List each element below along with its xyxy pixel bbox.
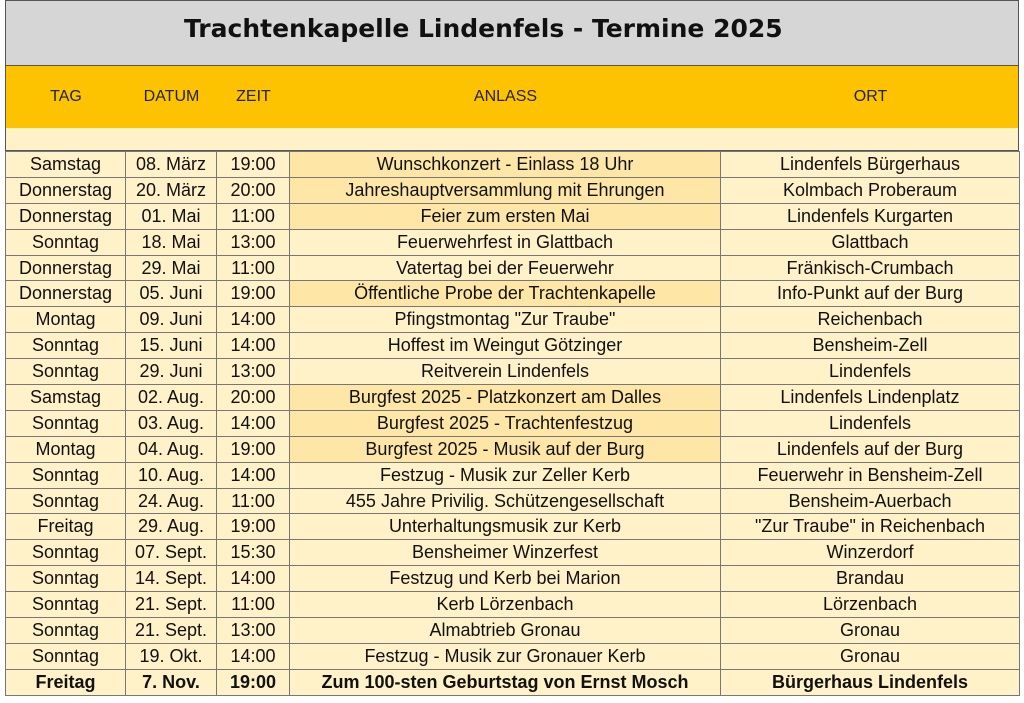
table-row [6, 436, 1020, 462]
cell-datum: 15. Juni [126, 333, 217, 359]
table-row [6, 307, 1020, 333]
cell-tag: Sonntag [6, 540, 126, 566]
cell-ort: Feuerwehr in Bensheim-Zell [721, 462, 1020, 488]
cell-datum: 21. Sept. [126, 618, 217, 644]
cell-datum: 19. Okt. [126, 643, 217, 669]
cell-ort: Lindenfels Bürgerhaus [721, 152, 1020, 178]
cell-zeit: 19:00 [217, 669, 290, 695]
cell-tag: Freitag [6, 514, 126, 540]
cell-anlass: Jahreshauptversammlung mit Ehrungen [290, 177, 721, 203]
cell-anlass: Bensheimer Winzerfest [290, 540, 721, 566]
cell-ort: Gronau [721, 643, 1020, 669]
table-row [6, 566, 1020, 592]
cell-ort: "Zur Traube" in Reichenbach [721, 514, 1020, 540]
cell-anlass: Festzug und Kerb bei Marion [290, 566, 721, 592]
cell-zeit: 14:00 [217, 462, 290, 488]
cell-ort: Lindenfels auf der Burg [721, 436, 1020, 462]
table-row [6, 592, 1020, 618]
cell-anlass: Hoffest im Weingut Götzinger [290, 333, 721, 359]
cell-anlass: Zum 100-sten Geburtstag von Ernst Mosch [290, 669, 721, 695]
cell-zeit: 11:00 [217, 255, 290, 281]
cell-zeit: 14:00 [217, 566, 290, 592]
cell-datum: 20. März [126, 177, 217, 203]
cell-zeit: 11:00 [217, 203, 290, 229]
cell-ort: Glattbach [721, 229, 1020, 255]
cell-zeit: 13:00 [217, 229, 290, 255]
cell-datum: 09. Juni [126, 307, 217, 333]
spacer-row [5, 128, 1019, 151]
cell-ort: Gronau [721, 618, 1020, 644]
cell-anlass: Öffentliche Probe der Trachtenkapelle [290, 281, 721, 307]
table-row [6, 669, 1020, 695]
cell-zeit: 13:00 [217, 359, 290, 385]
header-anlass: ANLASS [473, 88, 538, 105]
cell-datum: 05. Juni [126, 281, 217, 307]
cell-tag: Sonntag [6, 462, 126, 488]
cell-tag: Donnerstag [6, 203, 126, 229]
cell-anlass: Festzug - Musik zur Zeller Kerb [290, 462, 721, 488]
cell-tag: Sonntag [6, 566, 126, 592]
cell-zeit: 19:00 [217, 281, 290, 307]
cell-datum: 14. Sept. [126, 566, 217, 592]
cell-ort: Lindenfels Kurgarten [721, 203, 1020, 229]
cell-anlass: Feier zum ersten Mai [290, 203, 721, 229]
cell-datum: 18. Mai [126, 229, 217, 255]
schedule-sheet [5, 0, 1019, 700]
cell-anlass: Vatertag bei der Feuerwehr [290, 255, 721, 281]
cell-datum: 7. Nov. [126, 669, 217, 695]
cell-anlass: Reitverein Lindenfels [290, 359, 721, 385]
cell-anlass: Festzug - Musik zur Gronauer Kerb [290, 643, 721, 669]
cell-ort: Bensheim-Zell [721, 333, 1020, 359]
cell-tag: Samstag [6, 152, 126, 178]
table-row [6, 514, 1020, 540]
cell-zeit: 14:00 [217, 307, 290, 333]
events-table [5, 151, 1020, 696]
cell-ort: Bürgerhaus Lindenfels [721, 669, 1020, 695]
page-title: Trachtenkapelle Lindenfels - Termine 2025 [184, 14, 783, 43]
title-bar [5, 0, 1019, 67]
cell-tag: Samstag [6, 385, 126, 411]
cell-zeit: 14:00 [217, 410, 290, 436]
table-row [6, 255, 1020, 281]
cell-tag: Sonntag [6, 333, 126, 359]
header-tag: TAG [50, 88, 82, 105]
header-datum: DATUM [143, 88, 200, 105]
table-row [6, 410, 1020, 436]
cell-ort: Brandau [721, 566, 1020, 592]
cell-tag: Sonntag [6, 488, 126, 514]
table-row [6, 281, 1020, 307]
cell-datum: 21. Sept. [126, 592, 217, 618]
cell-ort: Fränkisch-Crumbach [721, 255, 1020, 281]
cell-zeit: 20:00 [217, 385, 290, 411]
cell-datum: 07. Sept. [126, 540, 217, 566]
table-row [6, 462, 1020, 488]
cell-datum: 03. Aug. [126, 410, 217, 436]
cell-anlass: Almabtrieb Gronau [290, 618, 721, 644]
cell-datum: 29. Mai [126, 255, 217, 281]
table-row [6, 385, 1020, 411]
cell-datum: 01. Mai [126, 203, 217, 229]
cell-datum: 04. Aug. [126, 436, 217, 462]
table-row [6, 152, 1020, 178]
cell-anlass: 455 Jahre Privilig. Schützengesellschaft [290, 488, 721, 514]
cell-zeit: 20:00 [217, 177, 290, 203]
cell-ort: Lindenfels Lindenplatz [721, 385, 1020, 411]
cell-ort: Reichenbach [721, 307, 1020, 333]
cell-anlass: Kerb Lörzenbach [290, 592, 721, 618]
cell-zeit: 19:00 [217, 152, 290, 178]
table-row [6, 540, 1020, 566]
header-ort: ORT [853, 88, 888, 105]
cell-anlass: Wunschkonzert - Einlass 18 Uhr [290, 152, 721, 178]
cell-anlass: Burgfest 2025 - Platzkonzert am Dalles [290, 385, 721, 411]
cell-tag: Sonntag [6, 618, 126, 644]
header-zeit: ZEIT [236, 88, 271, 105]
cell-tag: Sonntag [6, 229, 126, 255]
cell-ort: Info-Punkt auf der Burg [721, 281, 1020, 307]
cell-zeit: 14:00 [217, 333, 290, 359]
cell-tag: Sonntag [6, 592, 126, 618]
cell-zeit: 15:30 [217, 540, 290, 566]
cell-ort: Bensheim-Auerbach [721, 488, 1020, 514]
cell-ort: Lindenfels [721, 359, 1020, 385]
cell-anlass: Unterhaltungsmusik zur Kerb [290, 514, 721, 540]
cell-zeit: 19:00 [217, 514, 290, 540]
cell-zeit: 11:00 [217, 592, 290, 618]
table-row [6, 203, 1020, 229]
table-row [6, 618, 1020, 644]
cell-datum: 10. Aug. [126, 462, 217, 488]
cell-zeit: 14:00 [217, 643, 290, 669]
cell-zeit: 11:00 [217, 488, 290, 514]
cell-anlass: Burgfest 2025 - Trachtenfestzug [290, 410, 721, 436]
cell-anlass: Pfingstmontag "Zur Traube" [290, 307, 721, 333]
cell-datum: 29. Aug. [126, 514, 217, 540]
cell-tag: Montag [6, 436, 126, 462]
cell-tag: Freitag [6, 669, 126, 695]
cell-datum: 02. Aug. [126, 385, 217, 411]
cell-tag: Sonntag [6, 359, 126, 385]
cell-tag: Donnerstag [6, 177, 126, 203]
cell-tag: Sonntag [6, 643, 126, 669]
cell-ort: Winzerdorf [721, 540, 1020, 566]
table-row [6, 229, 1020, 255]
cell-datum: 08. März [126, 152, 217, 178]
column-header-row [5, 66, 1019, 129]
cell-ort: Kolmbach Proberaum [721, 177, 1020, 203]
cell-zeit: 13:00 [217, 618, 290, 644]
cell-tag: Sonntag [6, 410, 126, 436]
table-row [6, 488, 1020, 514]
table-row [6, 643, 1020, 669]
cell-datum: 29. Juni [126, 359, 217, 385]
table-row [6, 177, 1020, 203]
cell-anlass: Feuerwehrfest in Glattbach [290, 229, 721, 255]
table-row [6, 333, 1020, 359]
cell-tag: Montag [6, 307, 126, 333]
cell-ort: Lindenfels [721, 410, 1020, 436]
cell-datum: 24. Aug. [126, 488, 217, 514]
cell-tag: Donnerstag [6, 281, 126, 307]
cell-tag: Donnerstag [6, 255, 126, 281]
cell-anlass: Burgfest 2025 - Musik auf der Burg [290, 436, 721, 462]
cell-zeit: 19:00 [217, 436, 290, 462]
cell-ort: Lörzenbach [721, 592, 1020, 618]
table-row [6, 359, 1020, 385]
